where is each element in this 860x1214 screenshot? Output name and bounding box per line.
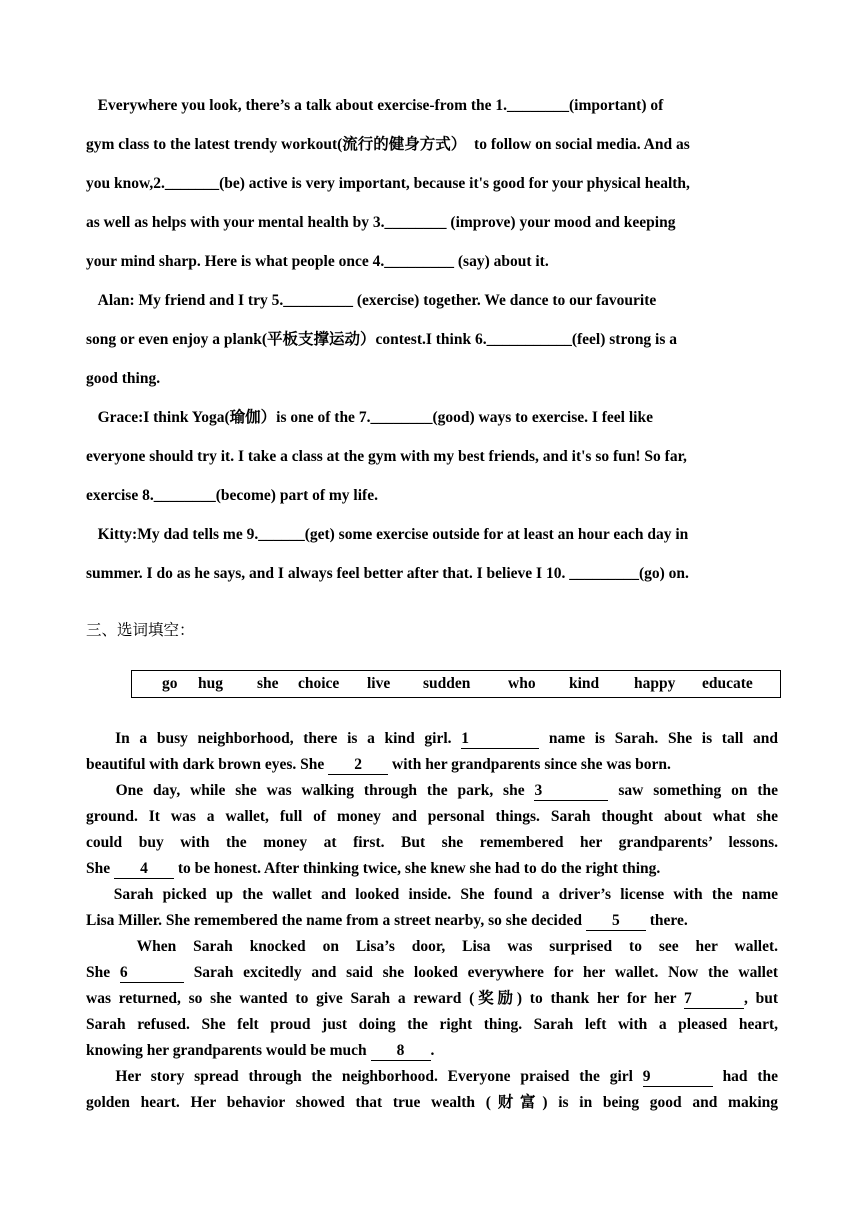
passage-two-line	[86, 934, 778, 960]
passage-two-line	[86, 986, 778, 1012]
word-bank-item: she	[257, 675, 279, 692]
text-segment: saw something on the	[618, 782, 779, 799]
text-segment: Her story spread through the neighborhood. Everyone praised the girl	[115, 1068, 633, 1085]
word-bank-item: choice	[298, 675, 340, 692]
word-bank-item: live	[367, 675, 391, 692]
blank-9[interactable]: 9	[643, 1068, 713, 1087]
blank-2[interactable]: 2	[328, 756, 388, 775]
passage-one-line: Grace:I think Yoga(瑜伽）is one of the 7.________(good) ways to exercise. I feel like	[86, 409, 653, 426]
text-segment: with her grandparents since she was born.	[392, 756, 671, 773]
text-segment: Sarah excitedly and said she looked everywhere for her wallet. Now the wallet	[193, 964, 779, 981]
passage-one-line: gym class to the latest trendy workout(流行的健身方式） to follow on social media. And as	[86, 136, 690, 153]
text-segment: She	[86, 860, 111, 877]
text-segment: In a busy neighborhood, there is a kind girl.	[115, 730, 452, 747]
word-bank-item: sudden	[423, 675, 471, 692]
passage-two-line	[86, 1038, 778, 1064]
text-segment: was returned, so she wanted to give Sarah a reward (奖励) to thank her for her	[86, 990, 677, 1007]
text-segment: beautiful with dark brown eyes. She	[86, 756, 325, 773]
passage-one	[86, 86, 776, 593]
word-bank-item: educate	[702, 675, 753, 692]
text-segment: to be honest. After thinking twice, she knew she had to do the right thing.	[177, 860, 661, 877]
passage-two-line	[86, 778, 778, 804]
text-segment: Lisa Miller. She remembered the name from a street nearby, so she decided	[86, 912, 582, 929]
passage-two-line	[86, 856, 778, 882]
passage-one-line: Everywhere you look, there’s a talk about exercise-from the 1.________(important) of	[86, 97, 664, 114]
passage-two-line: Sarah refused. She felt proud just doing the right thing. Sarah left with a pleased heart,	[86, 1016, 778, 1033]
section-heading: 三、选词填空：	[86, 621, 195, 639]
text-segment: When Sarah knocked on Lisa’s door, Lisa was surprised to see her wallet.	[136, 938, 778, 955]
passage-one-line: you know,2._______(be) active is very important, because it's good for your physical health,	[86, 175, 690, 192]
text-segment: .	[430, 1042, 435, 1059]
passage-one-line: song or even enjoy a plank(平板支撑运动）contest.I think 6.___________(feel) strong is a	[86, 331, 678, 348]
text-segment: there.	[649, 912, 688, 929]
text-segment: One day, while she was walking through the park, she	[115, 782, 525, 799]
blank-5[interactable]: 5	[586, 912, 646, 931]
passage-two-line	[86, 726, 778, 752]
word-bank-item: kind	[569, 675, 600, 692]
blank-7[interactable]: 7	[684, 990, 744, 1009]
passage-two-line	[86, 908, 778, 934]
word-bank-item: happy	[634, 675, 676, 692]
passage-two-line	[86, 882, 778, 908]
passage-one-line: Alan: My friend and I try 5._________ (exercise) together. We dance to our favourite	[86, 292, 657, 309]
passage-one-line: good thing.	[86, 370, 161, 387]
word-bank-box	[131, 670, 781, 698]
passage-two	[86, 726, 778, 1116]
passage-one-line: as well as helps with your mental health by 3.________ (improve) your mood and keeping	[86, 214, 676, 231]
passage-two-line	[86, 752, 778, 778]
passage-two-line: could buy with the money at first. But she remembered her grandparents’ lessons.	[86, 834, 778, 851]
blank-8[interactable]: 8	[371, 1042, 431, 1061]
passage-one-line: Kitty:My dad tells me 9.______(get) some exercise outside for at least an hour each day in	[86, 526, 689, 543]
word-bank-item: hug	[198, 675, 223, 692]
text-segment: Sarah picked up the wallet and looked inside. She found a driver’s license with the name	[113, 886, 778, 903]
passage-one-line: summer. I do as he says, and I always feel better after that. I believe I 10. _________(go) on.	[86, 565, 689, 582]
passage-two-line	[86, 960, 778, 986]
passage-one-line: everyone should try it. I take a class at the gym with my best friends, and it's so fun! So far,	[86, 448, 687, 465]
passage-two-line	[86, 1064, 778, 1090]
text-segment: , but	[743, 990, 779, 1007]
word-bank-item: go	[162, 675, 178, 692]
passage-one-line: your mind sharp. Here is what people once 4._________ (say) about it.	[86, 253, 549, 270]
text-segment: She	[86, 964, 111, 981]
passage-one-line: exercise 8.________(become) part of my life.	[86, 487, 378, 504]
text-segment: name is Sarah. She is tall and	[548, 730, 778, 747]
text-segment: knowing her grandparents would be much	[86, 1042, 367, 1059]
text-segment: had the	[722, 1068, 779, 1085]
blank-1[interactable]: 1	[461, 730, 539, 749]
passage-two-line: golden heart. Her behavior showed that true wealth (财富) is in being good and making	[86, 1094, 778, 1111]
passage-two-line: ground. It was a wallet, full of money and personal things. Sarah thought about what she	[86, 808, 778, 825]
word-bank-item: who	[508, 675, 536, 692]
blank-4[interactable]: 4	[114, 860, 174, 879]
blank-3[interactable]: 3	[534, 782, 608, 801]
blank-6[interactable]: 6	[120, 964, 184, 983]
